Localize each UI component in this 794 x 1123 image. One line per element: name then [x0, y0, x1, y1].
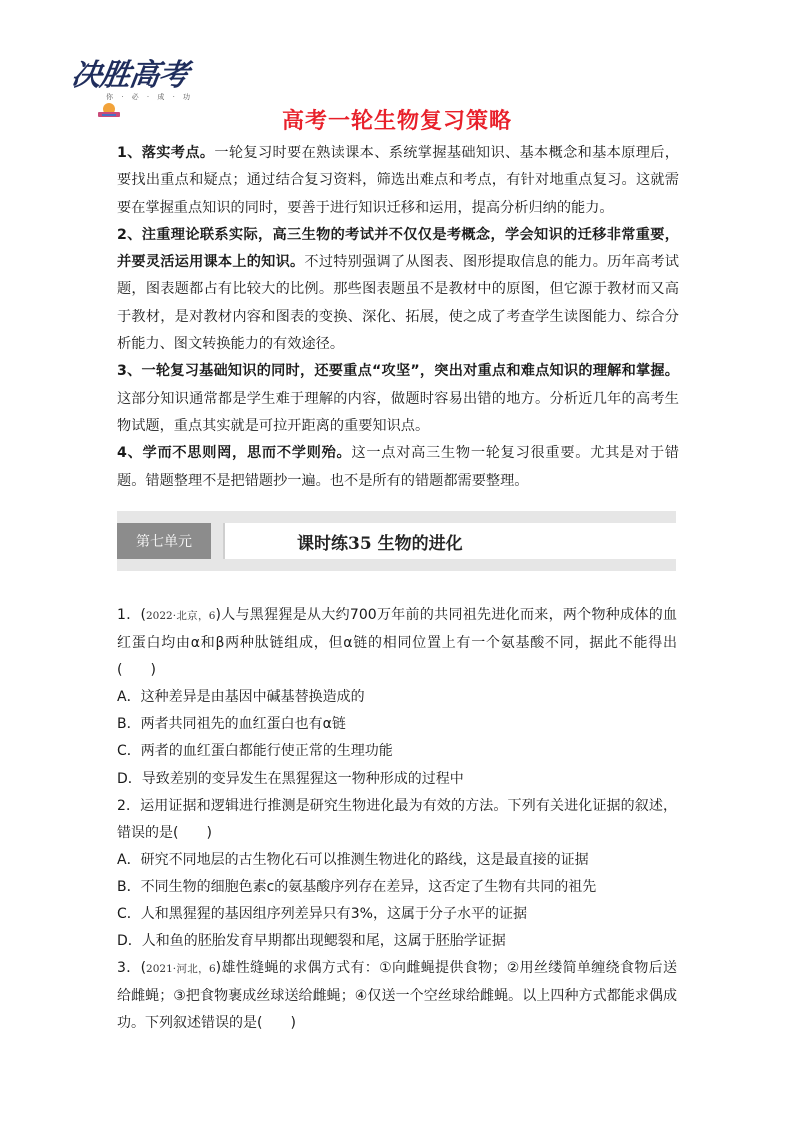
strategy-body: 不过特别强调了从图表、图形提取信息的能力。历年高考试题，图表题都占有比较大的比例。那些图表题虽不是教材中的原图，但它源于教材而又高于教材，是对教材内容和图表的变换、深化、拓展，使之成了考查学生读图能力、综合分析能力、图文转换能力的有效途径。 [117, 254, 679, 353]
strategy-section [117, 140, 679, 495]
question-number: 1．( [117, 607, 146, 623]
question-stem [117, 602, 677, 684]
strategy-body: 一轮复习时要在熟读课本、系统掌握基础知识、基本概念和基本原理后，要找出重点和疑点；通过结合复习资料，筛选出难点和考点，有针对地重点复习。这就需要在掌握重点知识的同时，要善于进行知识迁移和运用，提高分析归纳的能力。 [117, 145, 679, 216]
question-source: 2022·北京，6 [145, 610, 216, 622]
strategy-lead: 1、落实考点。 [117, 145, 215, 161]
strategy-lead: 4、学而不思则罔，思而不学则殆。 [117, 445, 352, 462]
question-source: 2021·河北，6 [146, 963, 216, 976]
strategy-lead: 3、一轮复习基础知识的同时，还要重点“攻坚”，突出对重点和难点知识的理解和掌握。 [117, 363, 679, 380]
strategy-paragraph [117, 140, 679, 222]
question-text: )人与黑猩猩是从大约700万年前的共同祖先进化而来，两个物种成体的血红蛋白均由α和β两种肽链组成，但α链的相同位置上有一个氨基酸不同，据此不能得出( ) [117, 607, 677, 679]
strategy-body: 这部分知识通常都是学生难于理解的内容，做题时容易出错的地方。分析近几年的高考生物试题，重点其实就是可拉开距离的重要知识点。 [117, 390, 679, 434]
questions-section [117, 602, 677, 1038]
question-option: B．两者共同祖先的血红蛋白也有α链 [117, 716, 346, 733]
lesson-title-box [223, 523, 678, 559]
question-option: D．人和鱼的胚胎发育早期都出现鳃裂和尾，这属于胚胎学证据 [117, 933, 506, 950]
unit-banner [117, 511, 676, 571]
question-option: C．两者的血红蛋白都能行使正常的生理功能 [117, 743, 393, 760]
question-number: 3．( [117, 960, 147, 977]
question-option: A．这种差异是由基因中碱基替换造成的 [117, 689, 365, 706]
strategy-paragraph [117, 222, 679, 358]
lesson-title: 课时练35 生物的进化 [297, 534, 463, 554]
question-option: A．研究不同地层的古生物化石可以推测生物进化的路线，这是最直接的证据 [117, 851, 589, 868]
question-option: D．导致差别的变异发生在黑猩猩这一物种形成的过程中 [117, 770, 464, 787]
question-text: )雄性缝蝇的求偶方式有：①向雌蝇提供食物；②用丝缕简单缠绕食物后送给雌蝇；③把食物裹成丝球送给雌蝇；④仅送一个空丝球给雌蝇。以上四种方式都能求偶成功。下列叙述错误的是( ) [117, 960, 677, 1032]
page-title: 高考一轮生物复习策略 [281, 109, 512, 134]
unit-label: 第七单元 [117, 523, 211, 559]
strategy-lead: 2、注重理论联系实际，高三生物的考试并不仅仅是考概念，学会知识的迁移非常重要，并要灵活运用课本上的知识。 [117, 226, 679, 271]
strategy-paragraph [117, 358, 679, 440]
strategy-paragraph [117, 440, 679, 495]
question-option: B．不同生物的细胞色素c的氨基酸序列存在差异，这否定了生物有共同的祖先 [117, 878, 597, 895]
question-stem: 2．运用证据和逻辑进行推测是研究生物进化最为有效的方法。下列有关进化证据的叙述，错误的是( ) [117, 797, 677, 841]
logo-text: 决胜高考 [69, 58, 190, 93]
question-stem [117, 955, 677, 1037]
strategy-body: 这一点对高三生物一轮复习很重要。尤其是对于错题。错题整理不是把错题抄一遍。也不是所有的错题都需要整理。 [117, 445, 679, 489]
logo-subtitle: 你 · 必 · 成 · 功 [106, 93, 194, 101]
question-option: C．人和黑猩猩的基因组序列差异只有3%，这属于分子水平的证据 [117, 906, 527, 923]
